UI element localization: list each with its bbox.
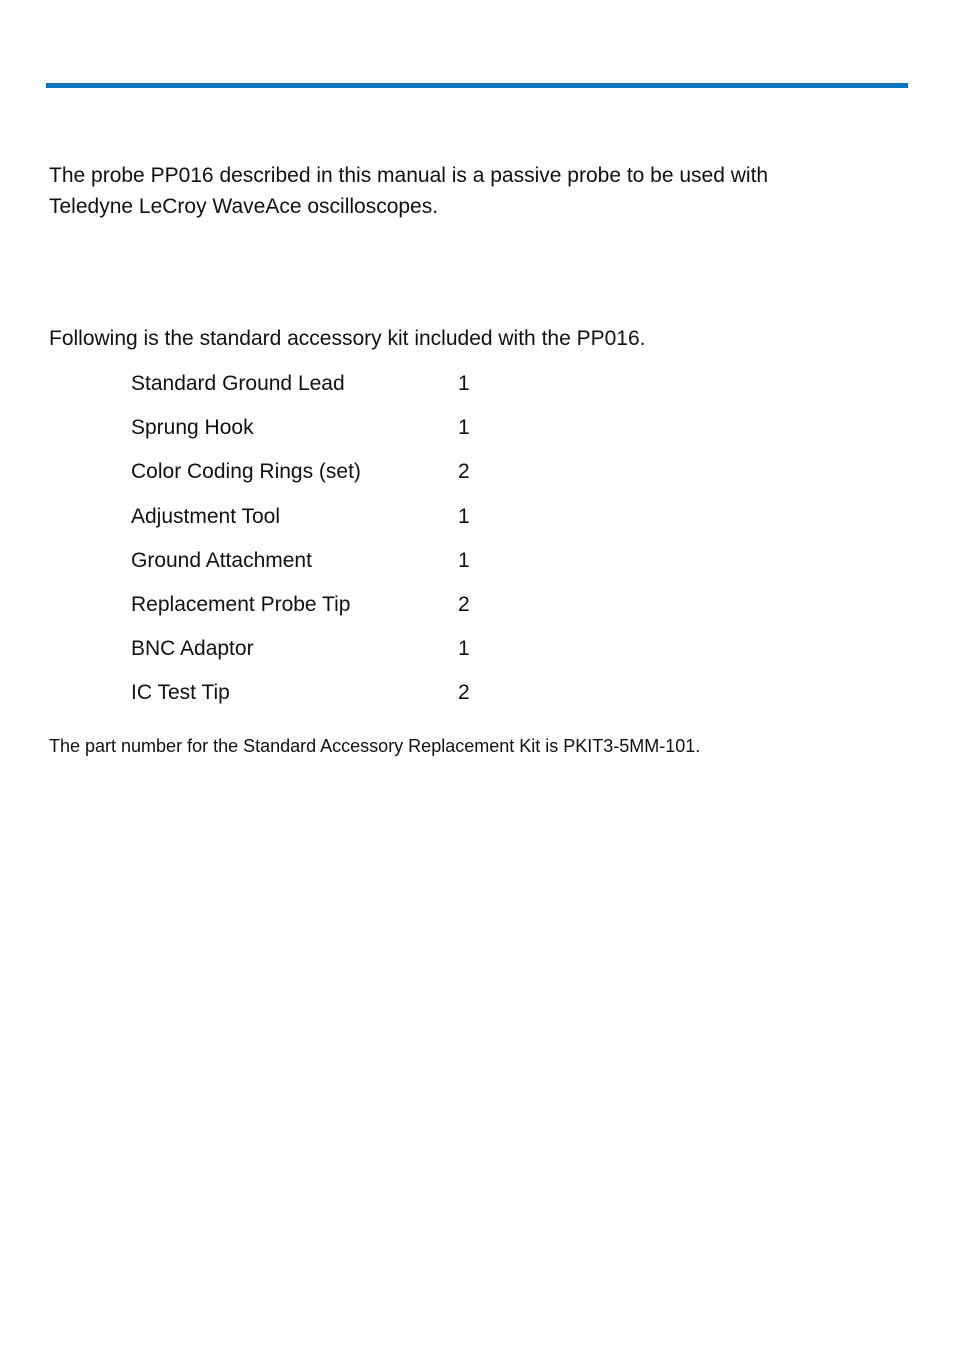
- item-name: Replacement Probe Tip: [131, 592, 351, 616]
- item-quantity: 1: [458, 372, 470, 395]
- item-name: Standard Ground Lead: [131, 372, 345, 395]
- item-quantity: 1: [458, 548, 470, 572]
- item-quantity: 1: [458, 504, 470, 528]
- list-item: [131, 631, 531, 675]
- item-quantity: 2: [458, 681, 470, 705]
- item-name: Sprung Hook: [131, 416, 254, 440]
- list-item: [131, 366, 531, 410]
- item-name: Adjustment Tool: [131, 504, 281, 528]
- item-quantity: 1: [458, 637, 470, 661]
- list-item: [131, 410, 531, 454]
- header-rule: [46, 83, 908, 88]
- item-quantity: 2: [458, 460, 470, 484]
- list-item: [131, 675, 531, 719]
- list-item: [131, 454, 531, 498]
- item-name: Color Coding Rings (set): [131, 460, 361, 484]
- accessory-kit-list: [131, 366, 531, 720]
- item-name: BNC Adaptor: [131, 637, 254, 661]
- list-item: [131, 587, 531, 631]
- list-item: [131, 499, 531, 543]
- kit-intro-paragraph: Following is the standard accessory kit included with the PP016.: [49, 327, 646, 350]
- item-quantity: 2: [458, 592, 470, 616]
- item-name: IC Test Tip: [131, 681, 230, 705]
- list-item: [131, 543, 531, 587]
- part-number-note: The part number for the Standard Accessory Replacement Kit is PKIT3-5MM-101.: [49, 736, 701, 756]
- item-name: Ground Attachment: [131, 548, 312, 572]
- item-quantity: 1: [458, 416, 470, 440]
- intro-line-2: Teledyne LeCroy WaveAce oscilloscopes.: [49, 195, 439, 218]
- intro-line-1: The probe PP016 described in this manual is a passive probe to be used with: [49, 164, 769, 187]
- intro-paragraph: [49, 160, 889, 222]
